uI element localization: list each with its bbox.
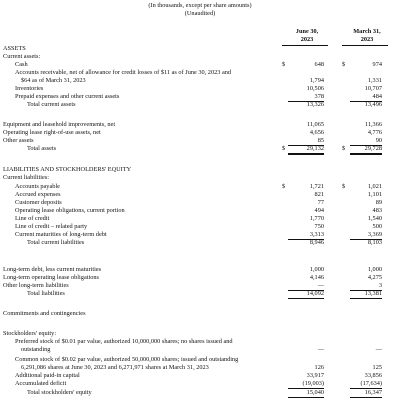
section-heading-liabilities xyxy=(0,166,400,174)
row-label: Total current liabilities xyxy=(27,239,85,246)
row-total-liabilities xyxy=(0,290,400,298)
row-additional-paid-in-capital xyxy=(0,372,400,380)
unaudited-note: (Unaudited) xyxy=(184,10,216,17)
value-march: 4,776 xyxy=(367,129,382,136)
value-june: 29,132 xyxy=(288,145,324,155)
row-total-current-liabilities xyxy=(0,239,400,247)
value-march: 13,496 xyxy=(364,101,382,108)
row-total-current-assets xyxy=(0,101,400,109)
row-common-stock xyxy=(0,364,400,372)
value-june: 8,946 xyxy=(309,239,324,246)
row-long-term-lease xyxy=(0,274,400,282)
row-label: Total current assets xyxy=(27,101,76,108)
value-march: 10,707 xyxy=(364,85,382,92)
value-june: 378 xyxy=(288,93,324,102)
row-accumulated-deficit xyxy=(0,380,400,388)
dollar-sign: $ xyxy=(282,183,286,190)
value-june: 14,092 xyxy=(288,290,324,299)
row-label: Cash xyxy=(15,61,28,68)
row-equipment xyxy=(0,121,400,129)
column-header-june-2023 xyxy=(284,28,330,44)
dollar-sign: $ xyxy=(342,61,346,68)
row-long-term-debt xyxy=(0,266,400,274)
column-header-june-line1: June 30, xyxy=(295,28,319,35)
value-march: (17,634) xyxy=(350,380,382,389)
column-header-march-line1: March 31, xyxy=(353,28,381,35)
row-label: Total assets xyxy=(27,145,57,152)
value-march: 3,369 xyxy=(350,231,382,240)
row-prepaid-expenses xyxy=(0,93,400,101)
row-preferred-stock-line1 xyxy=(0,338,400,346)
row-label: Long-term debt, less current maturities xyxy=(3,266,102,273)
value-june: 13,326 xyxy=(306,101,324,108)
value-june: 33,917 xyxy=(306,372,324,379)
row-accounts-receivable xyxy=(0,77,400,85)
value-march: 1,000 xyxy=(367,266,382,273)
value-march: 974 xyxy=(372,61,382,68)
value-march: 484 xyxy=(350,93,382,102)
row-total-stockholders-equity xyxy=(0,389,400,397)
row-label: Total stockholders' equity xyxy=(27,389,92,396)
value-june: 10,506 xyxy=(306,85,324,92)
subheading-current-assets xyxy=(0,53,400,61)
row-label: Inventories xyxy=(15,85,44,92)
value-march: 125 xyxy=(372,364,382,371)
row-label: LIABILITIES AND STOCKHOLDERS' EQUITY xyxy=(3,166,132,173)
value-june: (19,003) xyxy=(288,380,324,389)
value-june: 3,313 xyxy=(288,231,324,240)
row-label: Accumulated deficit xyxy=(15,380,67,387)
units-note: (In thousands, except per share amounts) xyxy=(148,2,252,9)
value-june: 4,656 xyxy=(309,129,324,136)
value-june: 11,065 xyxy=(306,121,324,128)
value-june: 1,794 xyxy=(309,77,324,84)
value-march: 13,381 xyxy=(350,290,382,299)
row-label: Stockholders' equity: xyxy=(3,330,57,337)
row-label: Equipment and leasehold improvements, net xyxy=(3,121,116,128)
row-label: Preferred stock of $0.01 par value, authorized 10,000,000 shares; no shares issued and xyxy=(15,338,233,345)
value-march: 11,366 xyxy=(364,121,382,128)
row-other-assets xyxy=(0,137,400,145)
value-june: 648 xyxy=(314,61,324,68)
row-line-of-credit xyxy=(0,215,400,223)
value-march: 8,103 xyxy=(367,239,382,246)
subheading-current-liabilities xyxy=(0,174,400,182)
value-june: 494 xyxy=(314,207,324,214)
value-march: 89 xyxy=(375,199,382,206)
row-label: Other long-term liabilities xyxy=(3,282,69,289)
row-accrued-expenses xyxy=(0,191,400,199)
row-label: $64 as of March 31, 2023 xyxy=(21,77,86,84)
row-label: Accounts receivable, net of allowance for credit losses of $11 as of June 30, 2023 and xyxy=(15,69,232,76)
row-label: Current liabilities: xyxy=(3,174,49,181)
value-march: 1,021 xyxy=(367,183,382,190)
row-label: 6,291,086 shares at June 30, 2023 and 6,271,971 shares at March 31, 2023 xyxy=(21,364,209,371)
column-header-march-line2: 2023 xyxy=(360,36,374,43)
value-june: 77 xyxy=(317,199,324,206)
row-operating-lease-current xyxy=(0,207,400,215)
row-label: Total liabilities xyxy=(27,290,65,297)
subheading-stockholders-equity xyxy=(0,330,400,338)
row-accounts-receivable-line1 xyxy=(0,69,400,77)
row-label: Other assets xyxy=(3,137,34,144)
row-label: Common stock of $0.02 par value, authorized 50,000,000 shares; issued and outstanding xyxy=(15,356,239,363)
row-label: Accounts payable xyxy=(15,183,60,190)
value-march: 29,728 xyxy=(350,145,382,155)
row-accounts-payable xyxy=(0,183,400,191)
value-march: 16,347 xyxy=(350,389,382,398)
value-june: 85 xyxy=(288,137,324,146)
value-june: 1,721 xyxy=(309,183,324,190)
value-march: 483 xyxy=(372,207,382,214)
section-heading-assets xyxy=(0,45,400,53)
value-june: 126 xyxy=(314,364,324,371)
row-common-stock-line1 xyxy=(0,356,400,364)
column-header-march-2023 xyxy=(344,28,390,44)
value-march: 4,275 xyxy=(367,274,382,281)
dollar-sign: $ xyxy=(282,61,286,68)
row-label: Line of credit – related party xyxy=(15,223,88,230)
value-march: 1,331 xyxy=(367,77,382,84)
row-label: Commitments and contingencies xyxy=(3,310,86,317)
row-current-maturities xyxy=(0,231,400,239)
row-commitments xyxy=(0,310,400,318)
row-label: Current assets: xyxy=(3,53,41,60)
value-june: 15,040 xyxy=(288,389,324,398)
value-march: 500 xyxy=(372,223,382,230)
row-label: Additional paid-in capital xyxy=(15,372,80,379)
row-label: Accrued expenses xyxy=(15,191,61,198)
column-header-june-line2: 2023 xyxy=(300,36,314,43)
value-june: 750 xyxy=(314,223,324,230)
row-label: Long-term operating lease obligations xyxy=(3,274,99,281)
value-march: — xyxy=(375,346,382,353)
row-label: ASSETS xyxy=(3,45,26,52)
row-other-long-term-liabilities xyxy=(0,282,400,290)
value-march: 1,540 xyxy=(367,215,382,222)
value-march: 1,101 xyxy=(367,191,382,198)
row-label: outstanding xyxy=(21,346,51,353)
row-label: Operating lease right-of-use assets, net xyxy=(3,129,101,136)
value-june: 1,770 xyxy=(309,215,324,222)
row-inventories xyxy=(0,85,400,93)
row-preferred-stock xyxy=(0,346,400,354)
row-label: Current maturities of long-term debt xyxy=(15,231,107,238)
row-label: Line of credit xyxy=(15,215,50,222)
row-total-assets xyxy=(0,145,400,153)
value-march: 3 xyxy=(350,282,382,291)
value-june: 1,000 xyxy=(309,266,324,273)
row-line-of-credit-related xyxy=(0,223,400,231)
value-march: 90 xyxy=(350,137,382,146)
row-label: Customer deposits xyxy=(15,199,62,206)
value-june: — xyxy=(317,346,324,353)
row-cash xyxy=(0,61,400,69)
row-operating-lease-rou xyxy=(0,129,400,137)
dollar-sign: $ xyxy=(342,183,346,190)
dollar-sign: $ xyxy=(282,145,286,152)
row-customer-deposits xyxy=(0,199,400,207)
row-label: Prepaid expenses and other current assets xyxy=(15,93,120,100)
value-june: — xyxy=(288,282,324,291)
dollar-sign: $ xyxy=(342,145,346,152)
value-june: 4,146 xyxy=(309,274,324,281)
value-march: 33,856 xyxy=(364,372,382,379)
value-june: 821 xyxy=(314,191,324,198)
row-label: Operating lease obligations, current portion xyxy=(15,207,125,214)
